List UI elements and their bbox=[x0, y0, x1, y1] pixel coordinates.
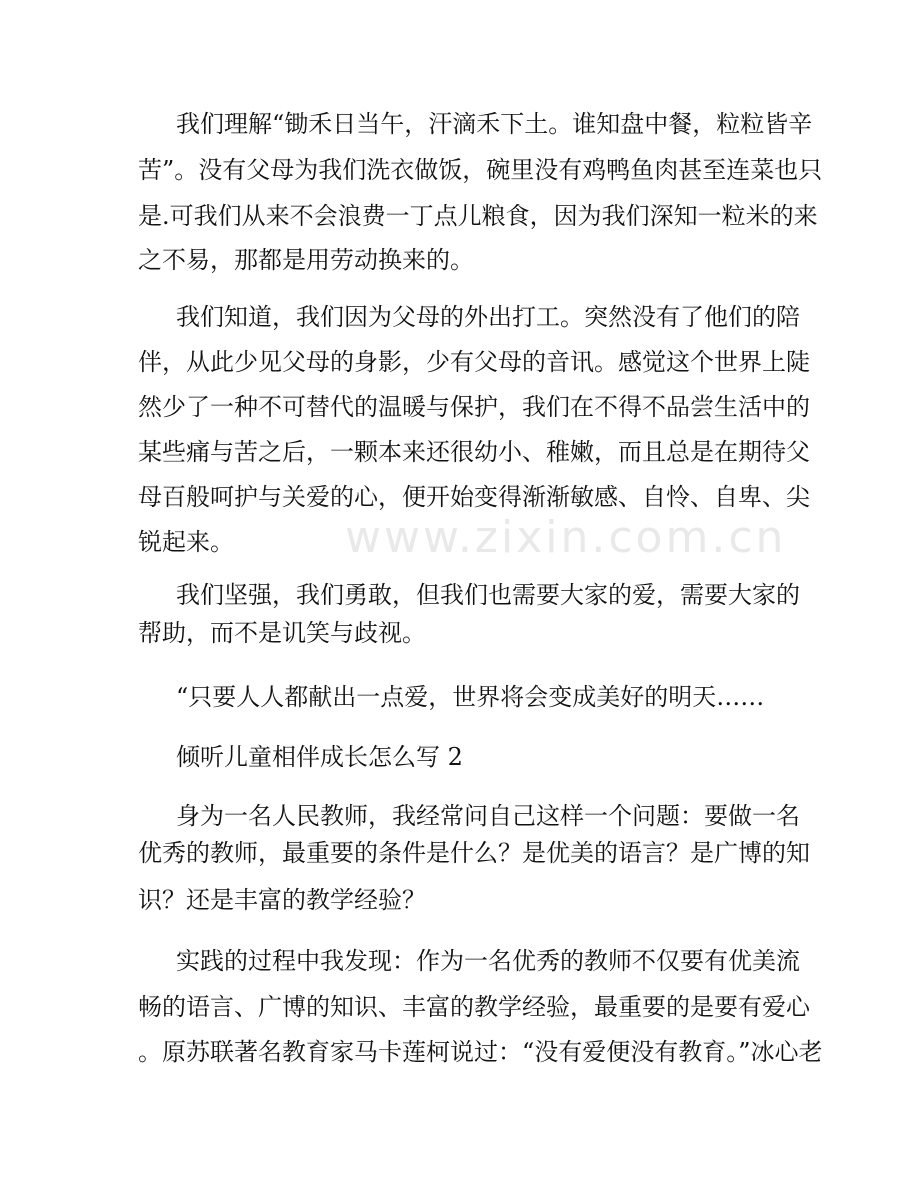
paragraph-2-line-5: 母百般呵护与关爱的心，便开始变得渐渐敏感、自怜、自卑、尖 bbox=[138, 483, 810, 511]
paragraph-6-line-3: 识？还是丰富的教学经验？ bbox=[138, 886, 426, 914]
paragraph-7-line-1: 实践的过程中我发现：作为一名优秀的教师不仅要有优美流 bbox=[176, 947, 800, 975]
paragraph-3-line-1: 我们坚强，我们勇敢，但我们也需要大家的爱，需要大家的 bbox=[176, 581, 800, 609]
paragraph-1-line-2: 苦”。没有父母为我们洗衣做饭，碗里没有鸡鸭鱼肉甚至连菜也只 bbox=[138, 156, 823, 184]
paragraph-2-line-3: 然少了一种不可替代的温暖与保护，我们在不得不品尝生活中的 bbox=[138, 393, 810, 421]
paragraph-2-line-6: 锐起来。 bbox=[138, 528, 234, 556]
watermark: www.zixin.com.cn bbox=[345, 512, 787, 563]
paragraph-2-line-1: 我们知道，我们因为父母的外出打工。突然没有了他们的陪 bbox=[176, 303, 800, 331]
paragraph-4-line-1: “只要人人都献出一点爱，世界将会变成美好的明天…… bbox=[176, 683, 765, 711]
paragraph-7-line-2: 畅的语言、广博的知识、丰富的教学经验，最重要的是要有爱心 bbox=[138, 993, 810, 1021]
paragraph-6-line-1: 身为一名人民教师，我经常问自己这样一个问题：要做一名 bbox=[176, 802, 800, 830]
paragraph-1-line-1: 我们理解“锄禾日当午，汗滴禾下土。谁知盘中餐，粒粒皆辛 bbox=[176, 110, 813, 138]
paragraph-2-line-2: 伴，从此少见父母的身影，少有父母的音讯。感觉这个世界上陡 bbox=[138, 348, 810, 376]
paragraph-3-line-2: 帮助，而不是讥笑与歧视。 bbox=[138, 619, 426, 647]
paragraph-1-line-3: 是.可我们从来不会浪费一丁点儿粮食，因为我们深知一粒米的来 bbox=[138, 202, 818, 230]
paragraph-1-line-4: 之不易，那都是用劳动换来的。 bbox=[138, 246, 474, 274]
paragraph-7-line-3: 。原苏联著名教育家马卡莲柯说过：“没有爱便没有教育。”冰心老 bbox=[138, 1038, 823, 1066]
paragraph-2-line-4: 某些痛与苦之后，一颗本来还很幼小、稚嫩，而且总是在期待父 bbox=[138, 438, 810, 466]
paragraph-6-line-2: 优秀的教师，最重要的条件是什么？是优美的语言？是广博的知 bbox=[138, 839, 810, 867]
section-heading: 倾听儿童相伴成长怎么写 2 bbox=[176, 743, 463, 771]
